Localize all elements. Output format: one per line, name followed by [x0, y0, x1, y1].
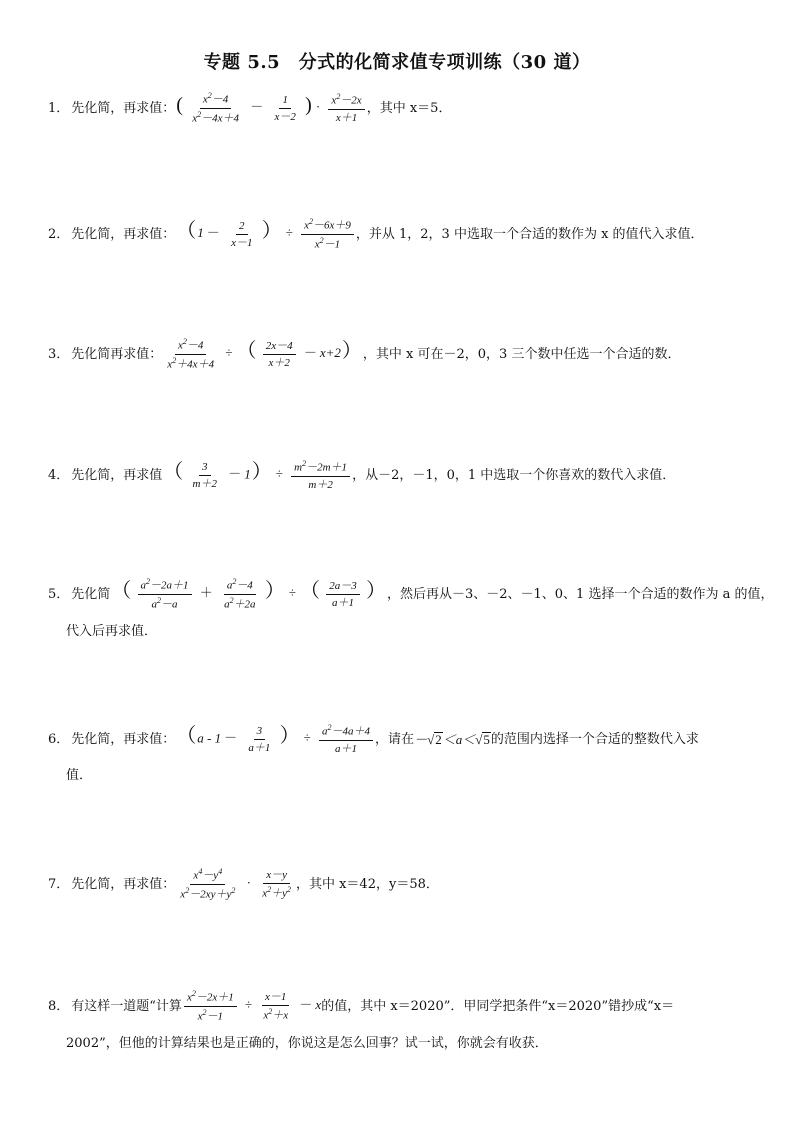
math-expression: $\frac{x^4-y^4}{x^2-2xy+y^2}$ · $\frac{x-y}{x^2+y^2}$: [180, 867, 291, 901]
problem-tail: ，然后再从－3、－2、－1、0、1 选择一个合适的数作为 a 的值，: [386, 586, 774, 602]
math-expression: $\frac{x^2-2x+1}{x^2-1}$ ÷ $\frac{x-1}{x^2+x}$ － x: [182, 990, 321, 1023]
problem-continuation: 2002”，但他的计算结果也是正确的，你说这是怎么回事？试一试，你就会有收获．: [66, 1035, 548, 1051]
problem-number: 7．: [48, 876, 70, 892]
math-expression: （ $\frac{a^2-2a+1}{a^2-a}$ ＋ $\frac{a^2-4}{a^2+2a}$ ） ÷ （ $\frac{2a-3}{a+1}$ ）: [111, 577, 386, 611]
problem-number: 6．: [48, 731, 70, 747]
problem-lead: 先化简，再求值：: [71, 731, 176, 747]
problem-tail: ，其中 x＝5．: [366, 100, 452, 116]
problem-tail-2: 的范围内选择一个合适的整数代入求: [490, 731, 699, 747]
problem-tail: ，其中 x 可在－2，0，3 三个数中任选一个合适的数．: [362, 346, 681, 362]
problem-lead: 先化简: [71, 586, 111, 602]
problem-number: 4．: [48, 467, 70, 483]
problem-number: 1．: [48, 100, 70, 116]
problem-8: [48, 990, 758, 1050]
problem-lead: 先化简，再求值：: [71, 226, 176, 242]
range-inequality: －√ 2 ＜a＜√ 5: [414, 732, 490, 748]
problem-2: [48, 218, 758, 251]
problem-tail: ，从－2，－1，0，1 中选取一个你喜欢的数代入求值．: [352, 467, 676, 483]
problem-tail: ，并从 1，2，3 中选取一个合适的数作为 x 的值代入求值．: [355, 226, 704, 242]
page-title: 专题 5.5 分式的化简求值专项训练（30 道）: [203, 52, 591, 73]
problem-lead: 先化简，再求值：: [71, 876, 176, 892]
math-expression: $\frac{x^2-4}{x^2+4x+4}$ ÷ （ $\frac{2x-4}{x+2}$ － x+2）: [167, 337, 362, 371]
problem-tail: ，请在: [375, 731, 415, 747]
problem-lead: 有这样一道题“计算: [71, 998, 182, 1014]
problem-continuation: 值．: [66, 767, 93, 783]
problem-number: 8．: [48, 998, 70, 1014]
problem-tail: 的值，其中 x＝2020”．甲同学把条件“x＝2020”错抄成“x＝: [321, 998, 675, 1014]
problem-lead: 先化简，再求值: [71, 467, 163, 483]
problem-number: 3．: [48, 346, 70, 362]
problem-3: [48, 338, 758, 371]
problem-number: 2．: [48, 226, 70, 242]
problem-1: [48, 92, 758, 125]
math-expression: （1 － $\frac{2}{x-1}$ ） ÷ $\frac{x^2-6x+9}{x^2-1}$: [175, 218, 356, 251]
problem-lead: 先化简再求值：: [71, 346, 163, 362]
problem-5: [48, 577, 774, 639]
math-expression: （ $\frac{3}{m+2}$ － 1） ÷ $\frac{m^2-2m+1}{m+2}$: [162, 460, 352, 491]
problem-tail: ，其中 x＝42，y＝58．: [295, 876, 439, 892]
problem-lead: 先化简，再求值：: [71, 100, 176, 116]
problem-continuation: 代入后再求值．: [66, 623, 158, 639]
problem-number: 5．: [48, 586, 70, 602]
problem-7: [48, 868, 758, 901]
problem-6: [48, 724, 758, 782]
math-expression: ( $\frac{x^2-4}{x^2-4x+4}$ － $\frac{1}{x-2}$ ) · $\frac{x^2-2x}{x+1}$: [175, 92, 366, 125]
math-expression: （a - 1 － $\frac{3}{a+1}$ ） ÷ $\frac{a^2-4a+4}{a+1}$: [175, 724, 375, 755]
problem-4: [48, 460, 758, 491]
